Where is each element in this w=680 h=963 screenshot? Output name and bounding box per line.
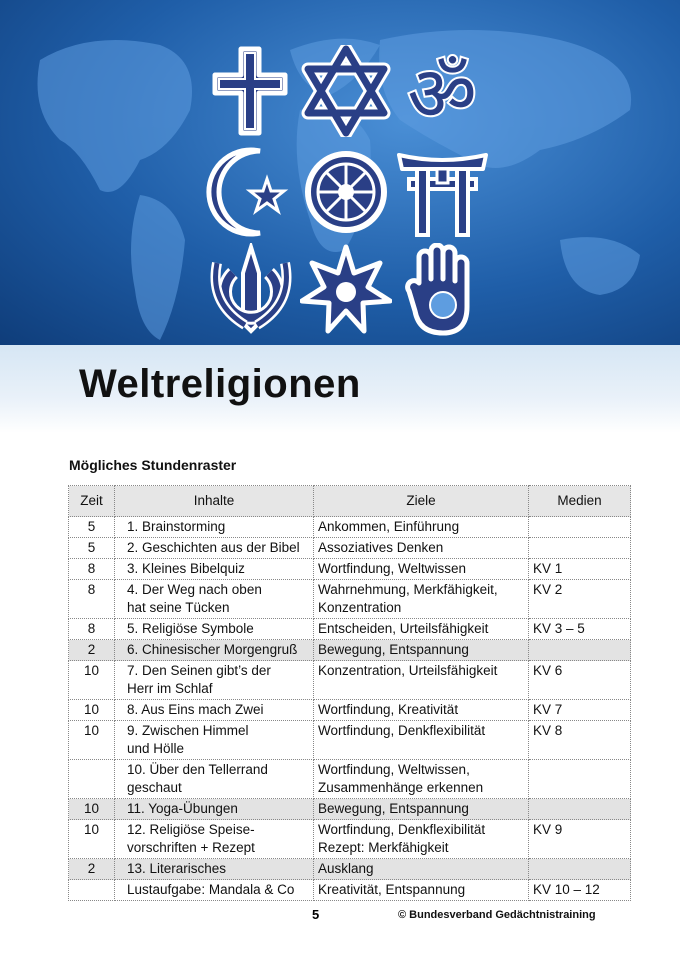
cell-ziele-text: Kreativität, Entspannung xyxy=(318,882,466,897)
cell-ziele xyxy=(314,517,529,538)
column-header-medien: Medien xyxy=(529,486,631,517)
cell-inhalt xyxy=(115,640,314,661)
cell-zeit: 10 xyxy=(69,700,115,721)
cell-zeit: 2 xyxy=(69,640,115,661)
cell-ziele-text: Wortfindung, Weltwissen, Zusammenhänge erkennen xyxy=(318,762,484,795)
cell-ziele-text: Ankommen, Einführung xyxy=(318,519,460,534)
table-row xyxy=(69,700,631,721)
cell-ziele xyxy=(314,619,529,640)
cell-medien xyxy=(529,859,631,880)
star-of-david-icon xyxy=(300,45,392,137)
cell-inhalt xyxy=(115,517,314,538)
cell-ziele-text: Assoziatives Denken xyxy=(318,540,444,555)
cell-inhalt-text: 6. Chinesischer Morgengruß xyxy=(127,642,298,657)
cell-inhalt xyxy=(115,721,314,760)
cell-ziele xyxy=(314,721,529,760)
cell-zeit: 5 xyxy=(69,517,115,538)
cell-inhalt xyxy=(115,880,314,901)
cell-zeit: 8 xyxy=(69,619,115,640)
cell-inhalt xyxy=(115,760,314,799)
latin-cross-icon xyxy=(205,45,295,137)
cell-zeit: 10 xyxy=(69,820,115,859)
cell-medien xyxy=(529,640,631,661)
khanda-icon xyxy=(205,243,297,335)
cell-inhalt xyxy=(115,820,314,859)
table-row xyxy=(69,880,631,901)
cell-ziele-text: Wahrnehmung, Merkfähigkeit, Konzentration xyxy=(318,582,498,615)
table-row xyxy=(69,859,631,880)
cell-zeit: 10 xyxy=(69,661,115,700)
cell-inhalt xyxy=(115,859,314,880)
jain-hand-icon xyxy=(405,243,480,338)
cell-inhalt xyxy=(115,580,314,619)
cell-ziele-text: Ausklang xyxy=(318,861,374,876)
cell-inhalt-text: 9. Zwischen Himmel und Hölle xyxy=(127,723,249,756)
table-row xyxy=(69,640,631,661)
page-number: 5 xyxy=(312,907,320,922)
cell-inhalt-text: 8. Aus Eins mach Zwei xyxy=(127,702,264,717)
table-row xyxy=(69,619,631,640)
cell-inhalt-text: Lustaufgabe: Mandala & Co xyxy=(127,882,295,897)
cell-inhalt-text: 2. Geschichten aus der Bibel xyxy=(127,540,300,555)
cell-ziele-text: Wortfindung, Denkflexibilität xyxy=(318,723,486,738)
cell-ziele xyxy=(314,799,529,820)
column-header-inhalte: Inhalte xyxy=(115,486,314,517)
cell-zeit xyxy=(69,880,115,901)
cell-inhalt xyxy=(115,661,314,700)
cell-ziele xyxy=(314,859,529,880)
table-row xyxy=(69,799,631,820)
cell-medien: KV 1 xyxy=(529,559,631,580)
table-row xyxy=(69,820,631,859)
cell-ziele-text: Wortfindung, Weltwissen xyxy=(318,561,467,576)
cell-zeit: 8 xyxy=(69,559,115,580)
svg-text:ॐ: ॐ xyxy=(407,49,477,138)
section-subtitle: Mögliches Stundenraster xyxy=(69,457,237,473)
cell-ziele-text: Wortfindung, Denkflexibilität Rezept: Merkfähigkeit xyxy=(318,822,486,855)
torii-icon xyxy=(395,145,490,240)
cell-inhalt-text: 10. Über den Tellerrand geschaut xyxy=(127,762,268,795)
cell-ziele xyxy=(314,580,529,619)
copyright-notice: © Bundesverband Gedächtnistraining xyxy=(398,909,596,921)
cell-ziele-text: Bewegung, Entspannung xyxy=(318,801,469,816)
page-title: Weltreligionen xyxy=(79,362,361,406)
cell-medien: KV 6 xyxy=(529,661,631,700)
table-row xyxy=(69,721,631,760)
cell-medien xyxy=(529,517,631,538)
cell-medien xyxy=(529,760,631,799)
cell-inhalt xyxy=(115,619,314,640)
cell-medien: KV 7 xyxy=(529,700,631,721)
table-row xyxy=(69,760,631,799)
cell-ziele-text: Wortfindung, Kreativität xyxy=(318,702,459,717)
cell-zeit: 2 xyxy=(69,859,115,880)
cell-medien: KV 10 – 12 xyxy=(529,880,631,901)
cell-ziele xyxy=(314,559,529,580)
table-body xyxy=(69,517,631,901)
cell-ziele xyxy=(314,640,529,661)
cell-ziele-text: Entscheiden, Urteilsfähigkeit xyxy=(318,621,489,636)
cell-medien xyxy=(529,538,631,559)
cell-ziele xyxy=(314,820,529,859)
cell-zeit: 5 xyxy=(69,538,115,559)
cell-ziele xyxy=(314,700,529,721)
cell-inhalt xyxy=(115,700,314,721)
cell-ziele xyxy=(314,760,529,799)
cell-zeit: 8 xyxy=(69,580,115,619)
lesson-table xyxy=(68,485,631,901)
cell-inhalt-text: 13. Literarisches xyxy=(127,861,227,876)
column-header-ziele: Ziele xyxy=(314,486,529,517)
cell-medien: KV 8 xyxy=(529,721,631,760)
cell-zeit: 10 xyxy=(69,799,115,820)
table-header-row xyxy=(69,486,631,517)
bahai-star-icon xyxy=(300,243,392,335)
cell-medien: KV 2 xyxy=(529,580,631,619)
cell-ziele-text: Konzentration, Urteilsfähigkeit xyxy=(318,663,498,678)
cell-medien: KV 3 – 5 xyxy=(529,619,631,640)
table-row xyxy=(69,580,631,619)
cell-inhalt-text: 5. Religiöse Symbole xyxy=(127,621,254,636)
cell-zeit xyxy=(69,760,115,799)
cell-inhalt-text: 3. Kleines Bibelquiz xyxy=(127,561,245,576)
cell-ziele xyxy=(314,661,529,700)
cell-zeit: 10 xyxy=(69,721,115,760)
cell-ziele xyxy=(314,538,529,559)
cell-inhalt-text: 1. Brainstorming xyxy=(127,519,226,534)
crescent-star-icon xyxy=(205,145,297,240)
cell-inhalt xyxy=(115,538,314,559)
cell-inhalt xyxy=(115,559,314,580)
om-icon xyxy=(395,48,490,138)
header-banner xyxy=(0,0,680,345)
table-row xyxy=(69,538,631,559)
table-row xyxy=(69,559,631,580)
table-row xyxy=(69,517,631,538)
cell-ziele-text: Bewegung, Entspannung xyxy=(318,642,469,657)
cell-inhalt-text: 4. Der Weg nach oben hat seine Tücken xyxy=(127,582,262,615)
cell-ziele xyxy=(314,880,529,901)
cell-inhalt-text: 7. Den Seinen gibt’s der Herr im Schlaf xyxy=(127,663,271,696)
cell-medien xyxy=(529,799,631,820)
column-header-zeit: Zeit xyxy=(69,486,115,517)
table-row xyxy=(69,661,631,700)
cell-medien: KV 9 xyxy=(529,820,631,859)
dharma-wheel-icon xyxy=(300,145,392,240)
cell-inhalt-text: 12. Religiöse Speise- vorschriften + Rezept xyxy=(127,822,255,855)
cell-inhalt xyxy=(115,799,314,820)
cell-inhalt-text: 11. Yoga-Übungen xyxy=(127,801,238,816)
